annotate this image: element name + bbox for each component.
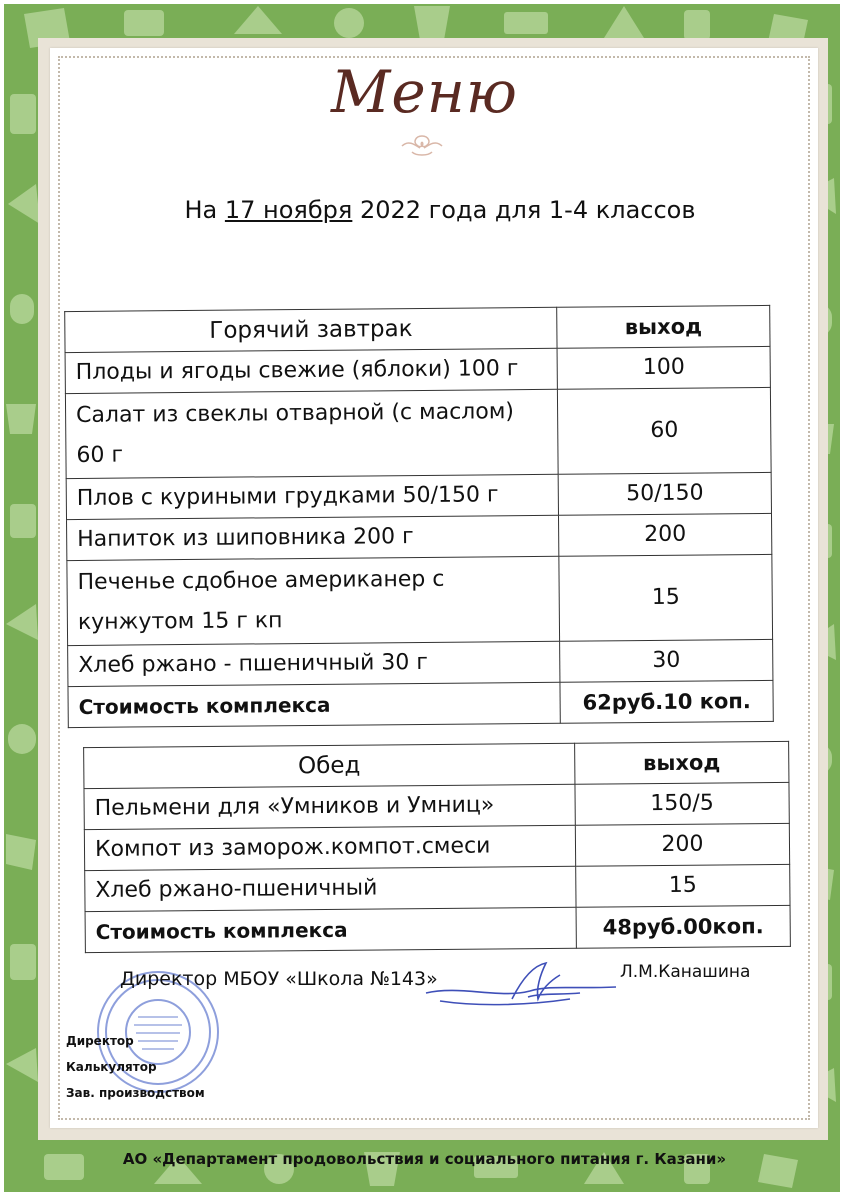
breakfast-table: [64, 305, 774, 728]
dish-name: Пельмени для «Умников и Умниц»: [84, 784, 575, 829]
dish-name: Плов с куриными грудками 50/150 г: [66, 474, 559, 519]
dish-output: 30: [560, 639, 773, 682]
cost-row: [68, 680, 773, 727]
cost-row: [85, 905, 790, 952]
table-header-name: Горячий завтрак: [65, 307, 558, 352]
stamp-label: Калькулятор: [66, 1060, 157, 1074]
table-row: [66, 472, 771, 519]
dish-name: Плоды и ягоды свежие (яблоки) 100 г: [65, 348, 558, 393]
table-header-name: Обед: [84, 743, 575, 788]
dish-output: 50/150: [558, 472, 771, 515]
signature-icon: [420, 955, 620, 1015]
date-suffix: 2022 года для 1-4 классов: [352, 196, 696, 224]
dish-name: Хлеб ржано-пшеничный: [85, 866, 576, 911]
cost-label: Стоимость комплекса: [68, 682, 561, 727]
dish-output: 15: [576, 864, 790, 907]
table-row: [67, 513, 772, 560]
dish-name: Печенье сдобное американер с кунжутом 15 г кп: [67, 556, 560, 645]
date-value: 17 ноября: [224, 196, 353, 224]
table-row: [68, 639, 773, 686]
dish-output: 60: [558, 387, 772, 474]
table-row: [67, 554, 773, 645]
table-row: [84, 823, 789, 870]
table-header-output: выход: [574, 741, 788, 784]
table-row: [84, 782, 789, 829]
table-header-row: [84, 741, 789, 788]
dish-name: Напиток из шиповника 200 г: [67, 515, 560, 560]
table-row: [65, 387, 771, 478]
dish-name: Хлеб ржано - пшеничный 30 г: [68, 641, 561, 686]
footer-organization: АО «Департамент продовольствия и социального питания г. Казани»: [122, 1150, 727, 1168]
table-row: [65, 346, 770, 393]
dish-output: 200: [559, 513, 772, 556]
table-header-row: [65, 305, 770, 352]
date-prefix: На: [184, 196, 225, 224]
dish-output: 100: [557, 346, 770, 389]
stamp-label: Директор: [66, 1034, 134, 1048]
director-signature-line: Директор МБОУ «Школа №143»: [120, 968, 438, 990]
table-row: [85, 864, 790, 911]
cost-value: 62руб.10 коп.: [560, 680, 773, 723]
dish-output: 150/5: [575, 782, 789, 825]
table-header-output: выход: [557, 305, 770, 348]
date-line: [0, 196, 849, 224]
stamp-label: Зав. производством: [66, 1086, 205, 1100]
director-name: Л.М.Канашина: [620, 962, 751, 982]
dish-output: 200: [575, 823, 789, 866]
page-title: Меню: [331, 58, 518, 126]
cost-value: 48руб.00коп.: [576, 905, 790, 948]
dish-output: 15: [559, 554, 773, 641]
cost-label: Стоимость комплекса: [85, 907, 576, 952]
dish-name: Компот из заморож.компот.смеси: [84, 825, 575, 870]
lunch-table: [83, 741, 791, 953]
dish-name: Салат из свеклы отварной (с маслом) 60 г: [65, 389, 558, 478]
flourish-icon: [398, 132, 446, 158]
